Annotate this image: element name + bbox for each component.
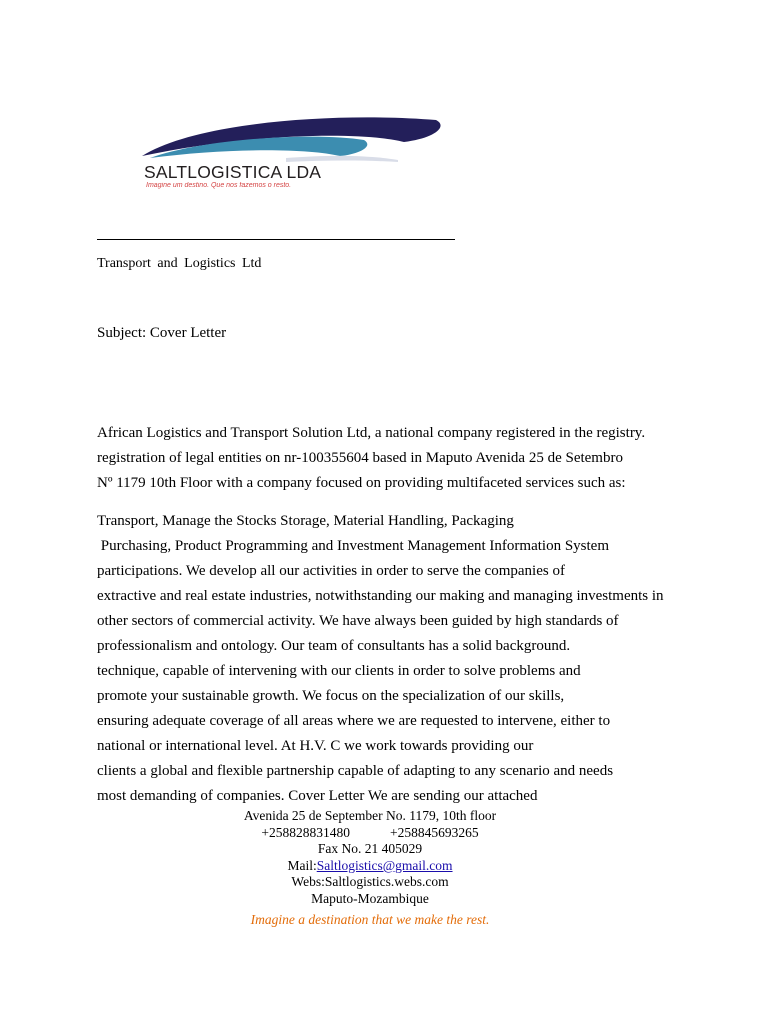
logo-tagline: Imagine um destino. Que nos fazemos o resto. — [146, 182, 292, 189]
paragraph-line: participations. We develop all our activities in order to serve the companies of — [97, 563, 565, 579]
paragraph-line: registration of legal entities on nr-100355604 based in Maputo Avenida 25 de Setembro — [97, 450, 623, 466]
footer-tagline: Imagine a destination that we make the rest. — [250, 912, 490, 927]
paragraph-line: Nº 1179 10th Floor with a company focused on providing multifaceted services such as: — [97, 475, 626, 491]
company-logo — [136, 112, 446, 202]
paragraph-line: Transport, Manage the Stocks Storage, Material Handling, Packaging — [97, 513, 514, 529]
paragraph-intro — [97, 421, 645, 496]
paragraph-line: other sectors of commercial activity. We have always been guided by high standards of — [97, 613, 619, 629]
paragraph-line: clients a global and flexible partnership capable of adapting to any scenario and needs — [97, 763, 614, 779]
footer-mail — [0, 858, 740, 875]
footer-city: Maputo-Mozambique — [311, 890, 429, 906]
footer-webs: Webs:Saltlogistics.webs.com — [291, 874, 449, 889]
paragraph-line: Purchasing, Product Programming and Investment Management Information System — [97, 538, 609, 554]
footer-address: Avenida 25 de September No. 1179, 10th floor — [243, 808, 497, 823]
company-line: Transport and Logistics Ltd — [97, 256, 262, 271]
footer-phone-1: +258828831480 — [261, 824, 350, 840]
letter-footer — [0, 808, 740, 929]
paragraph-line: ensuring adequate coverage of all areas where we are requested to intervene, either to — [97, 713, 611, 729]
paragraph-line: promote your sustainable growth. We focus on the specialization of our skills, — [97, 688, 565, 704]
paragraph-line: extractive and real estate industries, notwithstanding our making and managing investments in — [97, 588, 664, 604]
logo-company-name: SALTLOGISTICA LDA — [144, 162, 322, 182]
paragraph-line: national or international level. At H.V. C we work towards providing our — [97, 738, 534, 754]
paragraph-line: technique, capable of intervening with our clients in order to solve problems and — [97, 663, 581, 679]
footer-mail-label: Mail: — [287, 857, 317, 873]
footer-phones — [0, 825, 740, 842]
paragraph-line: professionalism and ontology. Our team of consultants has a solid background. — [97, 638, 571, 654]
paragraph-line: African Logistics and Transport Solution Ltd, a national company registered in the registry. — [97, 425, 646, 441]
footer-fax: Fax No. 21 405029 — [317, 841, 423, 856]
paragraph-line: most demanding of companies. Cover Letter We are sending our attached — [97, 788, 538, 804]
subject-line: Subject: Cover Letter — [97, 325, 227, 341]
header-divider — [97, 239, 455, 240]
footer-mail-link[interactable]: Saltlogistics@gmail.com — [316, 857, 453, 873]
paragraph-services — [97, 509, 664, 809]
footer-phone-2: +258845693265 — [390, 824, 479, 840]
